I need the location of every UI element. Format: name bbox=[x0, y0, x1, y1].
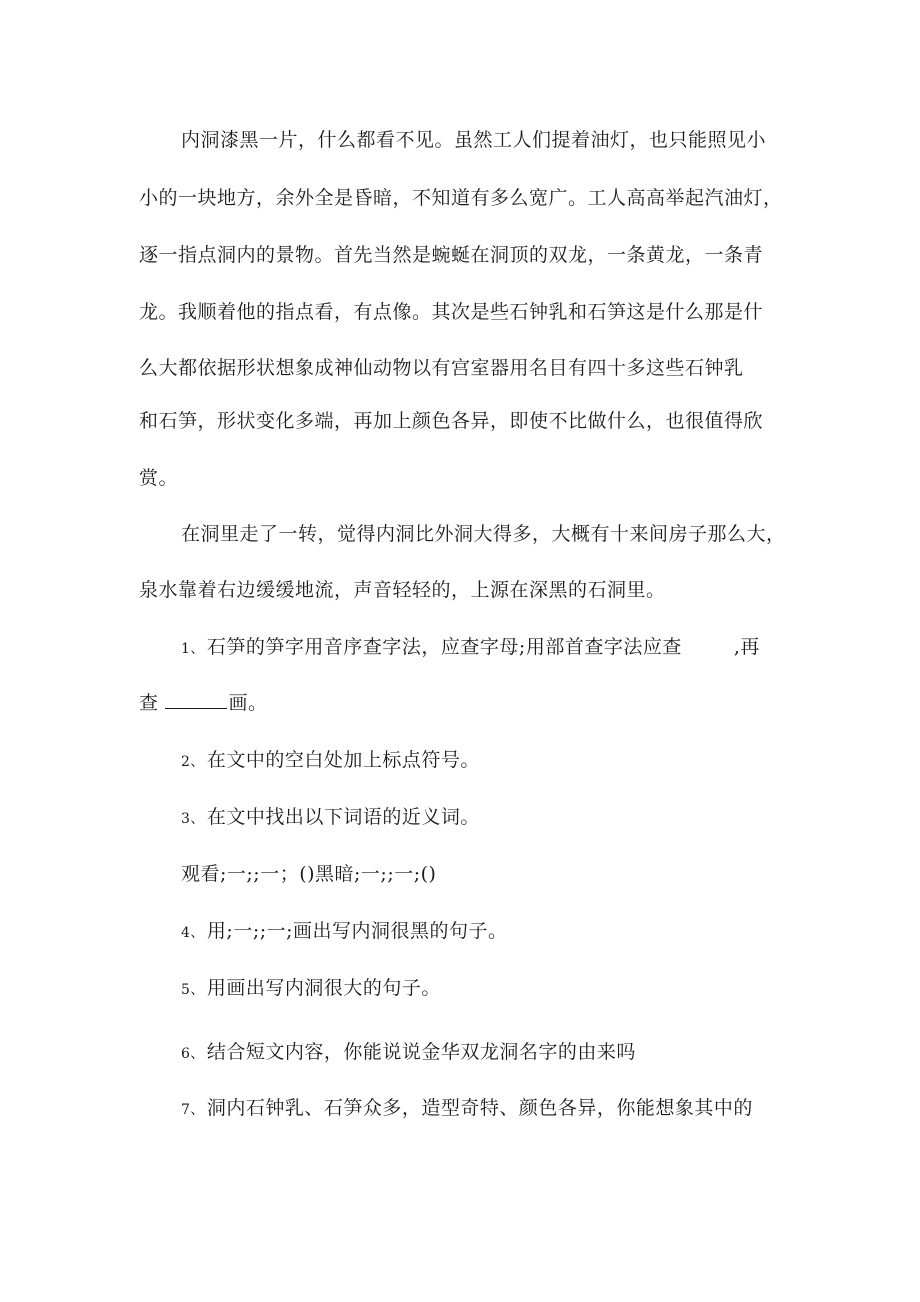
paragraph-1-line-2: 小的一块地方，余外全是昏暗，不知道有多么宽广。工人高高举起汽油灯， bbox=[139, 187, 783, 209]
question-number: 2、 bbox=[181, 754, 205, 770]
question-2 bbox=[181, 748, 480, 774]
paragraph-1-line-3: 逐一指点洞内的景物。首先当然是蜿蜒在洞顶的双龙，一条黄龙，一条青 bbox=[139, 244, 764, 266]
question-5 bbox=[181, 976, 441, 1002]
paragraph-2-line-2: 泉水靠着右边缓缓地流，声音轻轻的，上源在深黑的石洞里。 bbox=[139, 579, 666, 601]
paragraph-1-line-5: 么大都依据形状想象成神仙动物以有宫室器用名目有四十多这些石钟乳 bbox=[139, 357, 744, 379]
question-4 bbox=[181, 919, 508, 945]
question-7 bbox=[181, 1096, 753, 1122]
question-number: 3、 bbox=[181, 811, 205, 827]
question-text: 洞内石钟乳、石笋众多，造型奇特、颜色各异，你能想象其中的 bbox=[206, 1097, 753, 1119]
paragraph-2-line-1: 在洞里走了一转，觉得内洞比外洞大得多，大概有十来间房子那么大， bbox=[181, 523, 786, 545]
paragraph-1-line-6: 和石笋，形状变化多端，再加上颜色各异，即使不比做什么，也很值得欣 bbox=[139, 410, 764, 432]
question-6 bbox=[181, 1040, 636, 1066]
question-number: 6、 bbox=[181, 1046, 205, 1062]
question-text: 结合短文内容，你能说说金华双龙洞名字的由来吗 bbox=[206, 1041, 636, 1063]
question-text: 在文中找出以下词语的近义词。 bbox=[206, 806, 480, 828]
paragraph-1-line-7: 赏。 bbox=[139, 467, 179, 489]
question-text: 用画出写内洞很大的句子。 bbox=[206, 977, 441, 999]
question-number: 1、 bbox=[181, 641, 205, 657]
question-number: 4、 bbox=[181, 925, 205, 941]
question-text: 在文中的空白处加上标点符号。 bbox=[206, 749, 480, 771]
question-3 bbox=[181, 805, 480, 831]
question-text: 石笋的笋字用音序查字法，应查字母;用部首查字法应查 bbox=[206, 636, 682, 658]
question-1-line-1 bbox=[181, 635, 760, 661]
question-number: 7、 bbox=[181, 1102, 205, 1118]
paragraph-1-line-4: 龙。我顺着他的指点看，有点像。其次是些石钟乳和石笋这是什么那是什 bbox=[139, 301, 764, 323]
question-text-tail: ,再 bbox=[733, 636, 760, 658]
paragraph-1-line-1: 内洞漆黑一片，什么都看不见。虽然工人们提着油灯，也只能照见小 bbox=[181, 129, 767, 151]
question-1-line-2 bbox=[139, 691, 268, 715]
question-text: 查 bbox=[139, 692, 159, 714]
answer-blank-underline[interactable] bbox=[165, 694, 227, 709]
question-3-answer-line: 观看;一;;一；()黑暗;一;;一;() bbox=[181, 863, 437, 885]
question-text: 用;一;;一;画出写内洞很黑的句子。 bbox=[206, 920, 508, 942]
question-text-tail: 画。 bbox=[228, 692, 268, 714]
question-number: 5、 bbox=[181, 982, 205, 998]
